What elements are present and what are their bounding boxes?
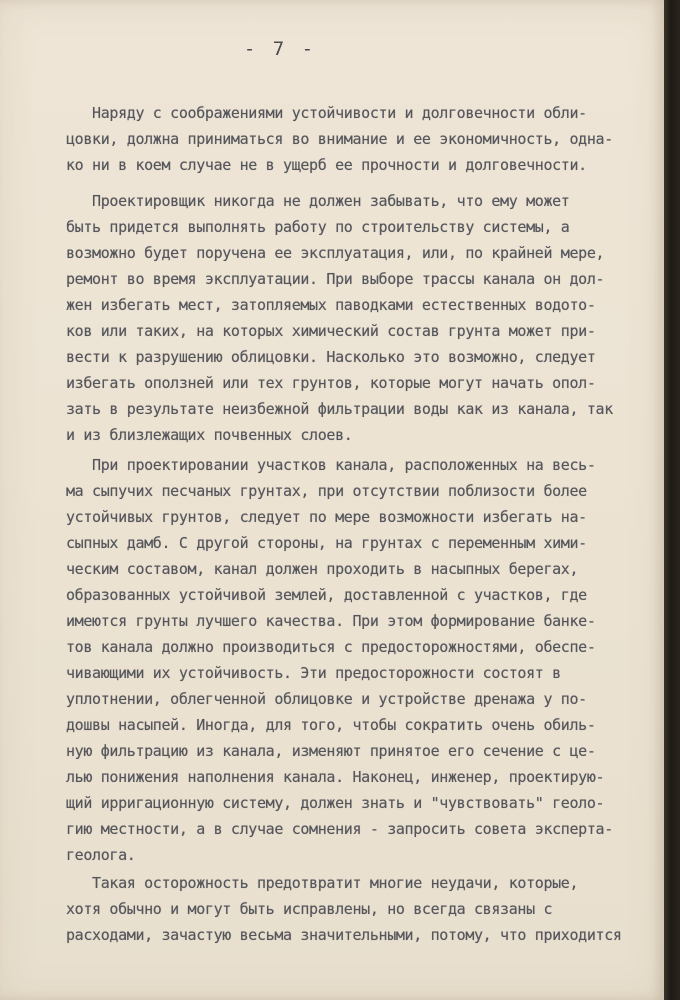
text-line: лью понижения наполнения канала. Наконец, инженер, проектирую- bbox=[66, 768, 605, 786]
text-line: дошвы насыпей. Иногда, для того, чтобы сократить очень обиль- bbox=[66, 716, 596, 734]
page-number: - 7 - bbox=[243, 38, 317, 60]
text-line: Проектировщик никогда не должен забывать, что ему может bbox=[66, 192, 570, 210]
paragraph bbox=[66, 100, 660, 178]
text-line: хотя обычно и могут быть исправлены, но всегда связаны с bbox=[66, 900, 553, 918]
text-line: ко ни в коем случае не в ущерб ее прочности и долговечности. bbox=[66, 156, 587, 174]
text-line: Наряду с соображениями устойчивости и долговечности обли- bbox=[66, 104, 587, 122]
text-line: уплотнении, облегченной облицовке и устройстве дренажа у по- bbox=[66, 690, 587, 708]
text-line: устойчивых грунтов, следует по мере возможности избегать на- bbox=[66, 508, 587, 526]
text-line: вести к разрушению облицовки. Насколько это возможно, следует bbox=[66, 348, 596, 366]
paragraph bbox=[66, 870, 660, 948]
paragraph bbox=[66, 452, 660, 868]
text-line: щий ирригационную систему, должен знать и "чувствовать" геоло- bbox=[66, 794, 605, 812]
paragraph bbox=[66, 188, 660, 448]
text-line: и из близлежащих почвенных слоев. bbox=[66, 426, 353, 444]
text-line: Такая осторожность предотвратит многие неудачи, которые, bbox=[66, 874, 579, 892]
text-line: ков или таких, на которых химический состав грунта может при- bbox=[66, 322, 596, 340]
text-line: тов канала должно производиться с предосторожностями, обеспе- bbox=[66, 638, 596, 656]
text-line: чивающими их устойчивость. Эти предосторожности состоят в bbox=[66, 664, 561, 682]
text-line: ма сыпучих песчаных грунтах, при отсутствии поблизости более bbox=[66, 482, 587, 500]
text-line: ческим составом, канал должен проходить в насыпных берегах, bbox=[66, 560, 579, 578]
text-line: расходами, зачастую весьма значительными, потому, что приходится bbox=[66, 926, 622, 944]
text-line: образованных устойчивой землей, доставленной с участков, где bbox=[66, 586, 587, 604]
text-line: зать в результате неизбежной фильтрации воды как из канала, так bbox=[66, 400, 613, 418]
text-line: ремонт во время эксплуатации. При выборе трассы канала он дол- bbox=[66, 270, 605, 288]
text-line: возможно будет поручена ее эксплуатация, или, по крайней мере, bbox=[66, 244, 605, 262]
text-line: цовки, должна приниматься во внимание и ее экономичность, одна- bbox=[66, 130, 613, 148]
text-line: При проектировании участков канала, расположенных на весь- bbox=[66, 456, 596, 474]
text-line: ную фильтрацию из канала, изменяют принятое его сечение с це- bbox=[66, 742, 596, 760]
page-edge-shadow bbox=[664, 0, 680, 1000]
text-line: имеются грунты лучшего качества. При этом формирование банке- bbox=[66, 612, 596, 630]
text-line: сыпных дамб. С другой стороны, на грунтах с переменным хими- bbox=[66, 534, 587, 552]
text-line: гию местности, а в случае сомнения - запросить совета эксперта- bbox=[66, 820, 613, 838]
text-line: избегать оползней или тех грунтов, которые могут начать опол- bbox=[66, 374, 596, 392]
text-line: быть придется выполнять работу по строительству системы, а bbox=[66, 218, 570, 236]
text-line: жен избегать мест, затопляемых паводками естественных водото- bbox=[66, 296, 596, 314]
text-line: геолога. bbox=[66, 846, 136, 864]
